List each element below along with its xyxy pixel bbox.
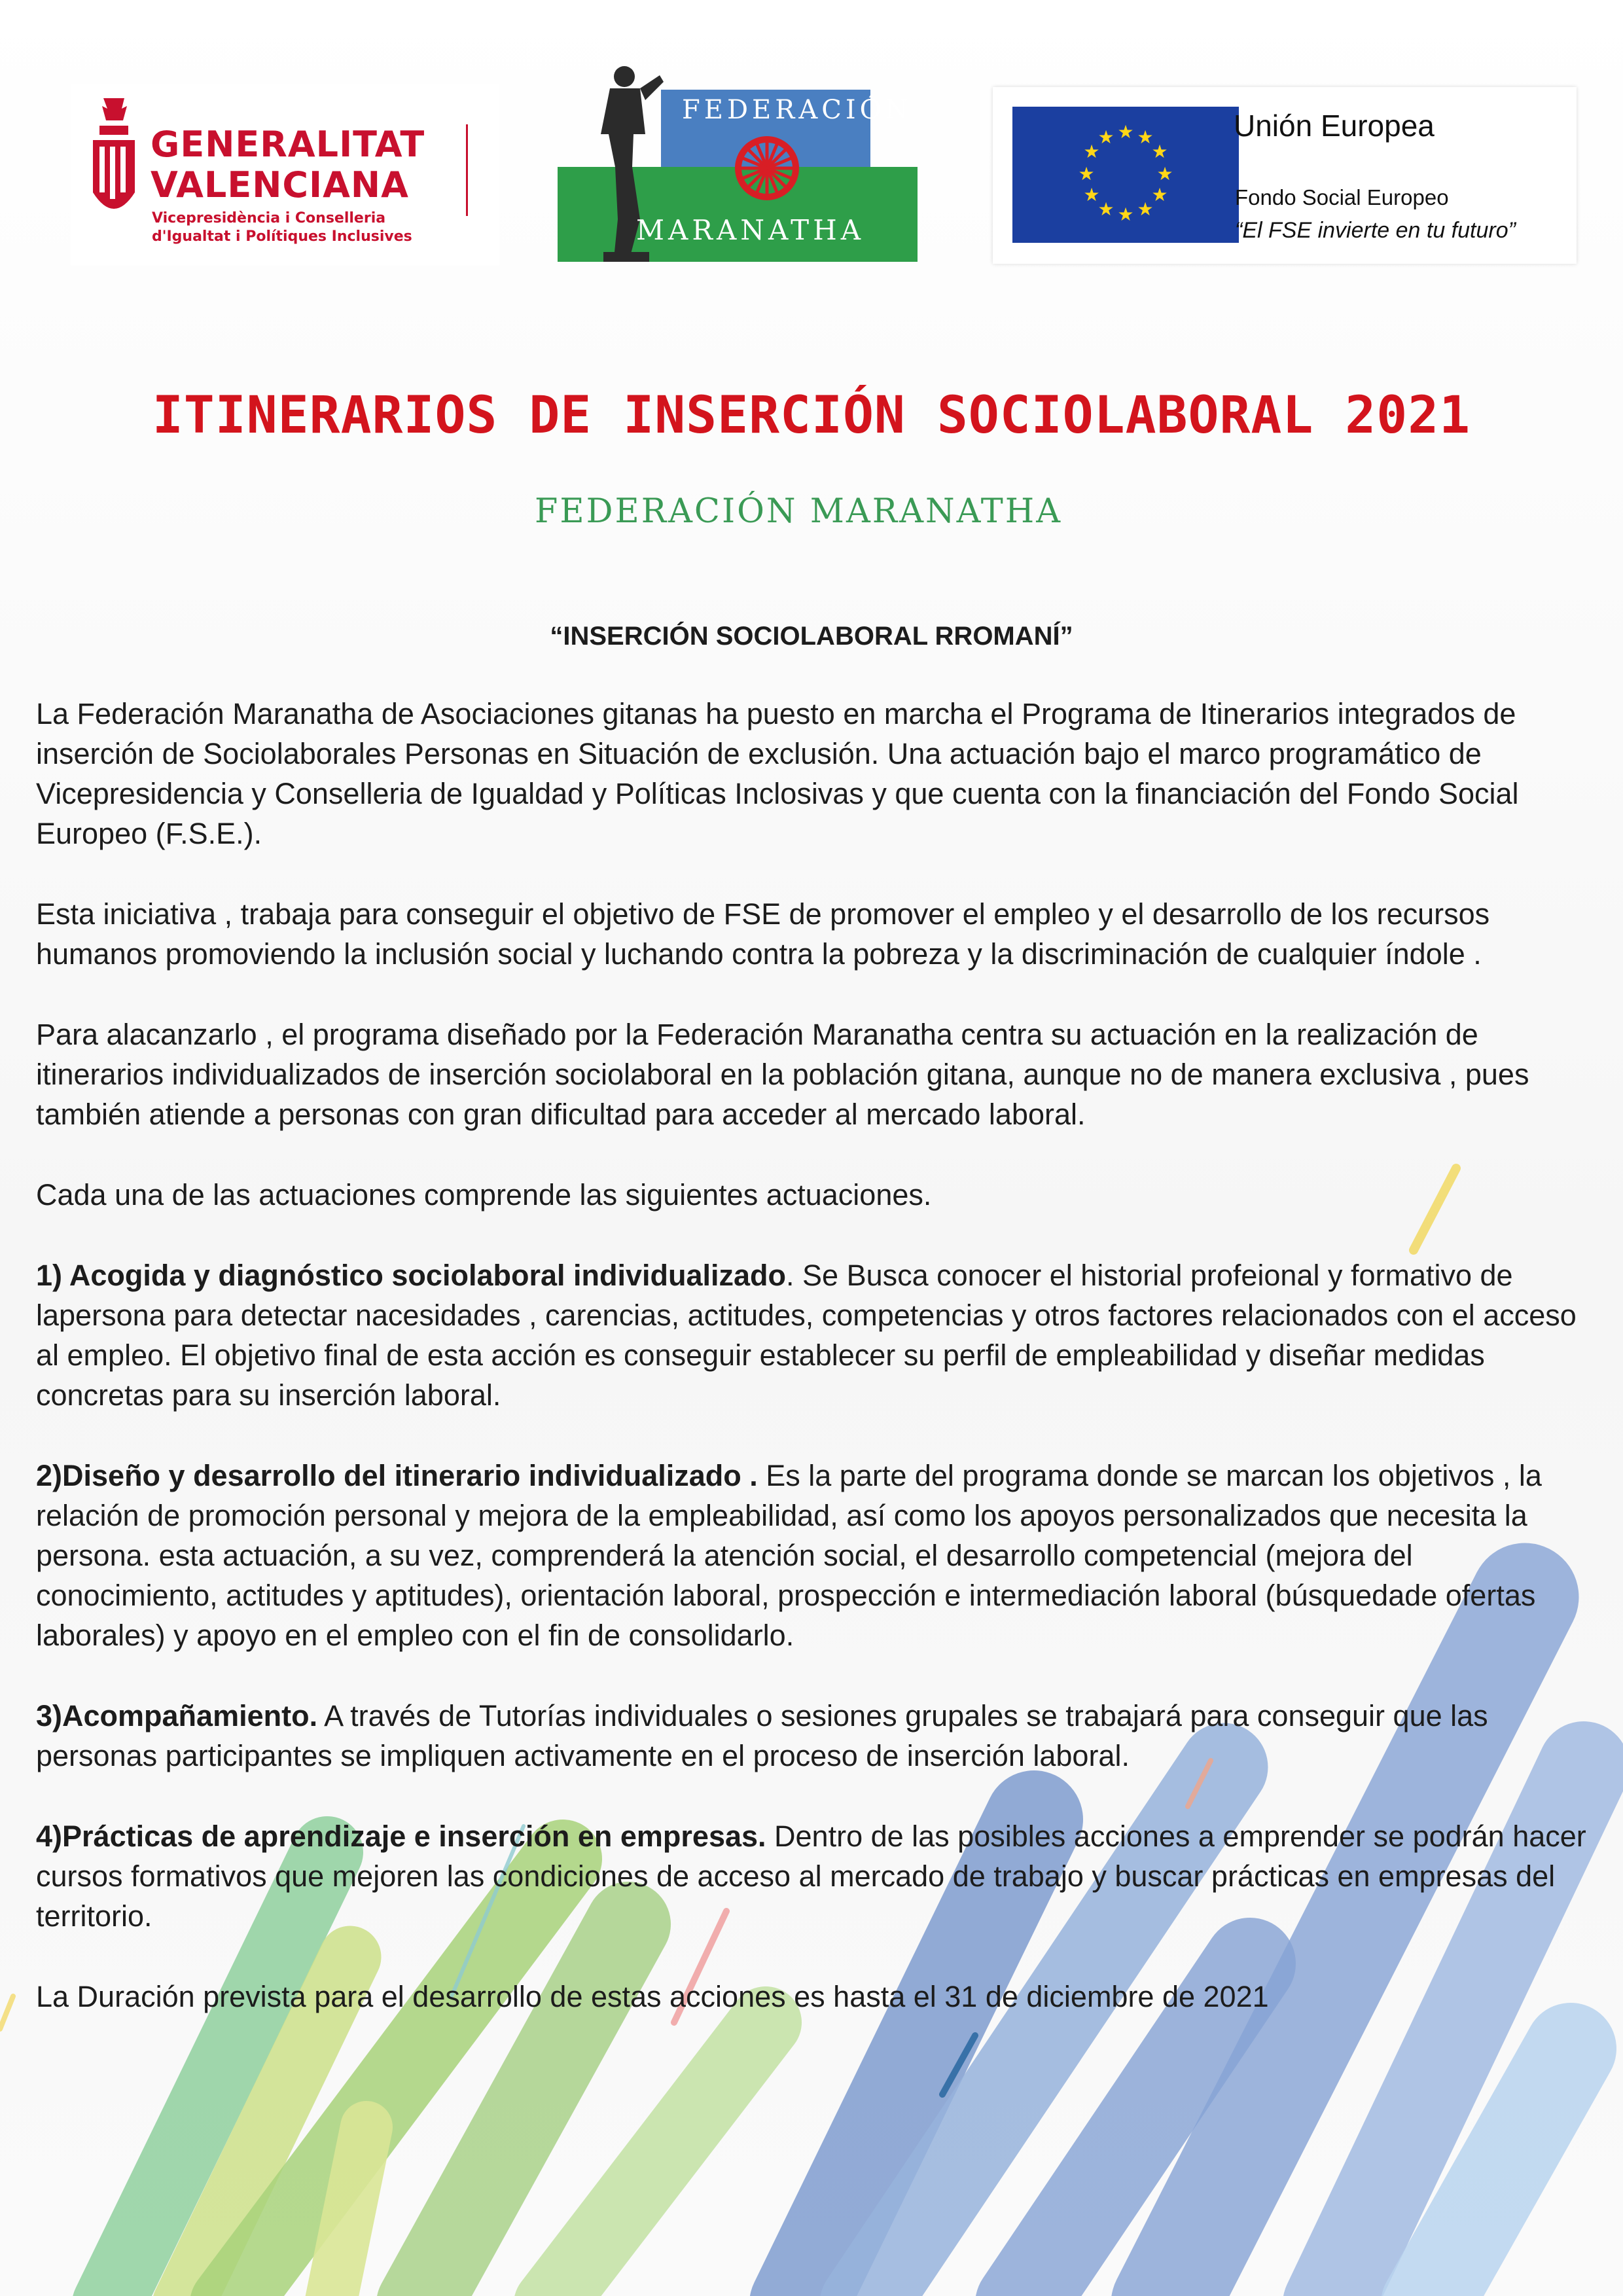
gv-department: Vicepresidència i Conselleria d'Igualtat i Polítiques Inclusives [152, 210, 412, 245]
chakra-wheel-icon [733, 134, 801, 202]
program-name: “INSERCIÓN SOCIOLABORAL RROMANÍ” [550, 622, 1073, 651]
gv-name: GENERALITAT VALENCIANA [151, 124, 425, 206]
eu-stars-icon [1012, 107, 1239, 243]
document-body [36, 694, 1587, 2057]
actions-intro-paragraph: Cada una de las actuaciones comprende las siguientes actuaciones. [36, 1178, 932, 1211]
scope-paragraph: Para alacanzarlo , el programa diseñado por la Federación Maranatha centra su actuación en la realización de itinerarios individualizados de inserción sociolaboral en la población gitana, aunque no de manera exclusiva , pues también atiende a personas con gran dificultad para acceder al mercado laboral. [36, 1018, 1529, 1131]
gv-emblem-icon [84, 94, 144, 245]
fed-bottom-text: MARANATHA [636, 214, 865, 246]
eu-motto: “El FSE invierte en tu futuro” [1235, 218, 1516, 243]
action-heading: 1) Acogida y diagnóstico sociolaboral individualizado [36, 1259, 787, 1292]
fed-top-text: FEDERACIÓN [682, 95, 912, 125]
svg-text:★: ★ [1083, 184, 1100, 206]
eu-flag [1012, 107, 1239, 243]
action-item [36, 1456, 1587, 1655]
svg-text:★: ★ [1117, 204, 1134, 225]
action-item [36, 1255, 1587, 1415]
action-text: . Se Busca conocer el historial profeional y formativo de lapersona para detectar nacesidades , carencias, actitudes, competencias y otros factores relacionados con el acceso al empleo. El objetivo final de esta acción es conseguir establecer su perfil de empleabilidad y diseñar medidas concretas para su inserción laboral. [36, 1259, 1577, 1412]
page-subtitle: FEDERACIÓN MARANATHA [534, 492, 1063, 531]
closing-paragraph: La Duración prevista para el desarrollo de estas acciones es hasta el 31 de diciembre de 2021 [36, 1980, 1269, 2013]
svg-text:★: ★ [1097, 126, 1115, 148]
intro-paragraph: La Federación Maranatha de Asociaciones gitanas ha puesto en marcha el Programa de Itinerarios integrados de inserción de Sociolaborales Personas en Situación de exclusión. Una actuación bajo el marco programático de Vicepresidencia y Conselleria de Igualdad y Políticas Inclosivas y que cuenta con la financiación del Fondo Social Europeo (F.S.E.). [36, 697, 1519, 850]
action-item [36, 1696, 1587, 1776]
action-heading: 3)Acompañamiento. [36, 1699, 318, 1732]
generalitat-valenciana-logo [71, 84, 499, 266]
action-text: Es la parte del programa donde se marcan los objetivos , la relación de promoción personal y mejora de la empleabilidad, así como los apoyos personalizados que necesita la persona. esta actuación, a su vez, comprenderá la atención social, el desarrollo competencial (mejora del conocimiento, actitudes y aptitudes), orientación laboral, prospección e intermediación laboral (búsquedade ofertas laborales) y apoyo en el empleo con el fin de consolidarlo. [36, 1459, 1542, 1652]
svg-text:★: ★ [1137, 126, 1154, 148]
action-text: A través de Tutorías individuales o sesiones grupales se trabajará para conseguir que las personas participantes se impliquen activamente en el proceso de inserción laboral. [36, 1699, 1488, 1772]
objective-paragraph: Esta iniciativa , trabaja para conseguir el objetivo de FSE de promover el empleo y el desarrollo de los recursos humanos promoviendo la inclusión social y luchando contra la pobreza y la discriminación de cualquier índole . [36, 897, 1490, 971]
action-item [36, 1816, 1587, 1936]
federacion-maranatha-logo [558, 62, 965, 262]
gv-divider [466, 124, 468, 216]
union-europea-logo [993, 87, 1577, 264]
svg-text:★: ★ [1078, 163, 1095, 185]
svg-text:★: ★ [1097, 198, 1115, 220]
page-title: ITINERARIOS DE INSERCIÓN SOCIOLABORAL 2021 [152, 386, 1471, 445]
eu-fund-name: Fondo Social Europeo [1235, 185, 1449, 209]
svg-text:★: ★ [1137, 198, 1154, 220]
svg-text:★: ★ [1151, 141, 1168, 162]
action-heading: 2)Diseño y desarrollo del itinerario individualizado . [36, 1459, 758, 1492]
svg-text:★: ★ [1117, 121, 1134, 143]
svg-text:★: ★ [1083, 141, 1100, 162]
eu-title: Unión Europea [1234, 109, 1435, 143]
action-text: Dentro de las posibles acciones a emprender se podrán hacer cursos formativos que mejoren las condiciones de acceso al mercado de trabajo y buscar prácticas en empresas del territorio. [36, 1820, 1586, 1933]
svg-text:★: ★ [1156, 163, 1173, 185]
action-heading: 4)Prácticas de aprendizaje e inserción en empresas. [36, 1820, 766, 1853]
svg-text:★: ★ [1151, 184, 1168, 206]
